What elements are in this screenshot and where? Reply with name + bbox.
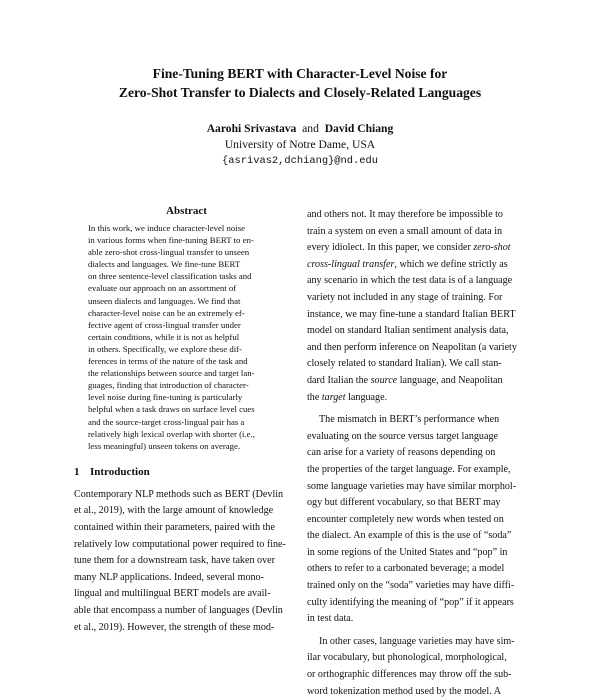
text-line bbox=[307, 240, 537, 257]
text-line: evaluate our approach on an assortment of bbox=[88, 283, 237, 294]
text-line: the dialect. An example of this is the use of “soda” bbox=[307, 530, 512, 542]
abstract-body bbox=[74, 222, 299, 452]
text-line bbox=[307, 307, 537, 324]
text-line bbox=[307, 390, 537, 407]
text-run: every idiolect. In this paper, we consider bbox=[307, 242, 474, 254]
text-line: dialects and languages. We fine-tune BERT bbox=[88, 259, 241, 270]
text-line: the properties of the target language. For example, bbox=[307, 463, 511, 475]
abstract-heading: Abstract bbox=[166, 205, 207, 217]
left-column bbox=[74, 204, 299, 636]
text-line: lingual and multilingual BERT models are avail- bbox=[74, 588, 271, 600]
text-run: and others not. It may therefore be impossible to bbox=[307, 209, 503, 220]
title-line-1: Fine-Tuning BERT with Character-Level Noise for bbox=[152, 66, 448, 81]
text-run: variety not included in any stage of training. For bbox=[307, 291, 503, 303]
text-line: on three sentence-level classification tasks and bbox=[88, 271, 252, 282]
text-line: The mismatch in BERT’s performance when bbox=[319, 414, 500, 426]
text-line bbox=[307, 224, 537, 241]
text-line: trained only on the “soda” varieties may have diffi- bbox=[307, 580, 515, 592]
text-line: fective agent of cross-lingual transfer under bbox=[88, 319, 241, 330]
text-run: , which we define strictly as bbox=[394, 258, 508, 270]
text-line: ogy but different vocabulary, so that BERT may bbox=[307, 497, 501, 509]
text-line: and the source-target cross-lingual pair has a bbox=[88, 416, 245, 427]
text-run: and then perform inference on Neapolitan (a variety bbox=[307, 341, 517, 353]
paper-title bbox=[0, 64, 600, 102]
introduction-text-left bbox=[74, 487, 299, 636]
text-run: instance, we may fine-tune a standard Italian BERT bbox=[307, 308, 516, 320]
text-run: the bbox=[307, 391, 322, 403]
text-run: closely related to standard Italian). We call stan- bbox=[307, 358, 502, 370]
paragraph-2 bbox=[307, 412, 537, 628]
text-line: et al., 2019). However, the strength of these mod- bbox=[74, 621, 275, 633]
text-line: encounter completely new words when tested on bbox=[307, 513, 504, 525]
paragraph-3 bbox=[307, 634, 537, 700]
emphasis: cross-lingual transfer bbox=[307, 258, 395, 270]
text-line: tune them for a downstream task, have taken over bbox=[74, 555, 275, 567]
author-conjunction: and bbox=[302, 122, 319, 135]
text-run: model on standard Italian sentiment analysis data, bbox=[307, 325, 509, 337]
text-line: certain conditions, while it is not as helpful bbox=[88, 331, 240, 342]
text-line: character-level noise can be an extremely ef- bbox=[88, 307, 245, 318]
section-number: 1 bbox=[74, 465, 80, 478]
author-1: Aarohi Srivastava bbox=[206, 122, 297, 135]
text-run: train a system on even a small amount of data in bbox=[307, 225, 503, 237]
text-line: in some regions of the United States and “pop” in bbox=[307, 546, 508, 558]
author-block bbox=[0, 121, 600, 169]
text-line: level noise during fine-tuning is particularly bbox=[88, 392, 243, 403]
text-line: can arise for a variety of reasons depending on bbox=[307, 447, 496, 459]
author-2: David Chiang bbox=[324, 122, 394, 135]
text-line: ferences in terms of the nature of the task and bbox=[88, 356, 248, 367]
text-line bbox=[307, 290, 537, 307]
author-names bbox=[0, 121, 600, 137]
section-title: Introduction bbox=[90, 465, 150, 478]
text-line: or orthographic differences may throw off the sub- bbox=[307, 669, 512, 681]
text-line bbox=[307, 340, 537, 357]
title-line-2: Zero-Shot Transfer to Dialects and Closely-Related Languages bbox=[118, 85, 482, 100]
text-line: able that encompass a number of languages (Devlin bbox=[74, 604, 283, 616]
text-line: some language varieties may have similar morphol- bbox=[307, 480, 517, 492]
text-run: language. bbox=[345, 391, 388, 403]
text-line: ilar vocabulary, but phonological, morphological, bbox=[307, 652, 507, 664]
text-line bbox=[307, 257, 537, 274]
text-line bbox=[307, 207, 537, 224]
emphasis: source bbox=[370, 374, 398, 386]
text-line: In this work, we induce character-level noise bbox=[88, 223, 246, 233]
text-line: Contemporary NLP methods such as BERT (Devlin bbox=[74, 488, 284, 500]
text-line: others to refer to a carbonated beverage; a model bbox=[307, 563, 505, 575]
text-line: the relationships between source and target lan- bbox=[88, 368, 255, 379]
text-line: relatively low computational power required to fine- bbox=[74, 538, 286, 550]
section-heading-introduction bbox=[74, 464, 299, 480]
text-line: In other cases, language varieties may have sim- bbox=[319, 635, 515, 647]
text-line: evaluating on the source versus target language bbox=[307, 430, 498, 442]
text-line: culty identifying the meaning of “pop” if it appears bbox=[307, 596, 514, 608]
text-line: many NLP applications. Indeed, several mono- bbox=[74, 571, 264, 583]
text-line: guages, finding that introduction of character- bbox=[88, 380, 249, 391]
right-column bbox=[307, 207, 537, 700]
emphasis: target bbox=[321, 391, 346, 403]
text-line bbox=[307, 356, 537, 373]
text-line bbox=[307, 273, 537, 290]
text-line: contained within their parameters, paired with the bbox=[74, 521, 275, 533]
text-line: unseen dialects and languages. We find that bbox=[88, 295, 241, 306]
text-line bbox=[307, 323, 537, 340]
paragraph-1 bbox=[307, 207, 537, 406]
text-line: in others. Specifically, we explore these dif- bbox=[88, 343, 242, 354]
text-line bbox=[307, 373, 537, 390]
emphasis: zero-shot bbox=[473, 242, 511, 254]
affiliation: University of Notre Dame, USA bbox=[224, 138, 376, 151]
text-line: relatively high lexical overlap with shorter (i.e., bbox=[88, 428, 255, 439]
text-run: dard Italian the bbox=[307, 374, 371, 386]
text-line: less meaningful) unseen tokens on average. bbox=[88, 440, 241, 451]
text-line: helpful when a task draws on surface level cues bbox=[88, 404, 255, 415]
text-line: word tokenization method used by the model. A bbox=[307, 685, 501, 697]
text-line: able zero-shot cross-lingual transfer to unseen bbox=[88, 247, 250, 258]
text-run: language, and Neapolitan bbox=[397, 374, 503, 386]
text-run: any scenario in which the test data is of a language bbox=[307, 275, 513, 287]
author-email: {asrivas2,dchiang}@nd.edu bbox=[222, 155, 378, 167]
text-line: in various forms when fine-tuning BERT to en- bbox=[88, 235, 254, 246]
text-line: et al., 2019), with the large amount of knowledge bbox=[74, 505, 274, 517]
text-line: in test data. bbox=[307, 613, 354, 625]
